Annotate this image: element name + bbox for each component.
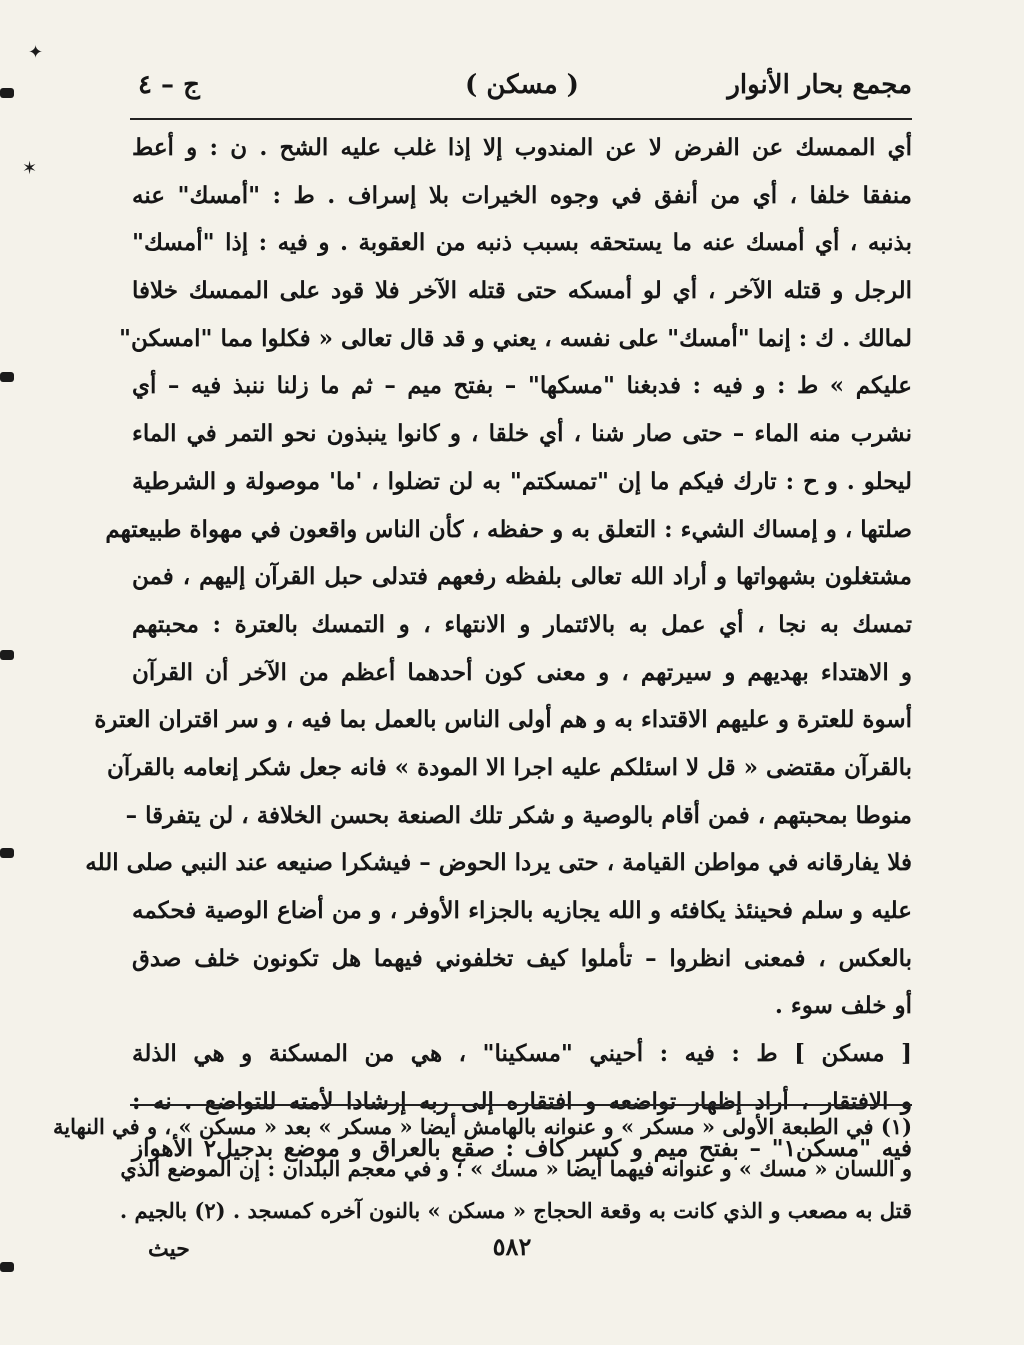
catchword: حيث	[148, 1236, 190, 1262]
margin-mark	[0, 650, 14, 660]
text-line: بالقرآن مقتضى « قل لا اسئلكم عليه اجرا الا المودة » فانه جعل شكر إنعامه بالقرآن	[106, 753, 912, 781]
book-title: مجمع بحار الأنوار	[727, 70, 912, 100]
text-line: ليحلو . و ح : تارك فيكم ما إن "تمسكتم" به لن تضلوا ، 'ما' موصولة و الشرطية	[132, 467, 912, 495]
text-line: أي الممسك عن الفرض لا عن المندوب إلا إذا غلب عليه الشح . ن : و أعط	[132, 134, 912, 161]
running-header	[132, 62, 912, 112]
text-line: عليكم » ط : و فيه : فدبغنا "مسكها" – بفتح ميم – ثم ما زلنا ننبذ فيه – أي	[132, 372, 912, 400]
page-number: ٥٨٢	[492, 1232, 532, 1261]
margin-mark: ✦	[28, 42, 44, 63]
footnote-line: (١) في الطبعة الأولى « مسكر » و عنوانه بالهامش أيضا « مسكر » بعد « مسكن » ، و في النهاية	[53, 1114, 912, 1139]
text-line: بالعكس ، فمعنى انظروا – تأملوا كيف تخلفوني فيهما هل تكونون خلف صدق	[132, 944, 912, 972]
volume-number: ج – ٤	[138, 70, 200, 100]
entry-keyword: ( مسكن )	[465, 70, 579, 100]
main-text	[53, 124, 912, 1173]
text-line: أو خلف سوء .	[774, 992, 912, 1020]
margin-mark	[0, 372, 14, 382]
text-line: لمالك . ك : إنما "أمسك" على نفسه ، يعني و قد قال تعالى « فكلوا مما "امسكن"	[119, 324, 912, 352]
footnote-line: قتل به مصعب و الذي كانت به وقعة الحجاج « مسكن » بالنون آخره كمسجد . (٢) بالجيم .	[119, 1198, 912, 1223]
text-line: فيه "مسكن١" – بفتح ميم و كسر كاف : صقع بالعراق و موضع بدجيل٢ الأهواز	[132, 1135, 912, 1163]
text-line: و الافتقار ، أراد إظهار تواضعه و افتقاره إلى ربه إرشادا لأمته للتواضع . نه :	[132, 1087, 912, 1115]
text-line: تمسك به نجا ، أي عمل به بالائتمار و الانتهاء ، و التمسك بالعترة : محبتهم	[132, 610, 912, 638]
margin-mark	[0, 848, 14, 858]
text-line: الرجل و قتله الآخر ، أي لو أمسكه حتى قتله الآخر فلا قود على الممسك خلافا	[132, 277, 912, 305]
text-line: نشرب منه الماء – حتى صار شنا ، أي خلقا ، و كانوا ينبذون نحو التمر في الماء	[132, 420, 912, 448]
text-line: عليه و سلم فحينئذ يكافئه و الله يجازيه بالجزاء الأوفر ، و من أضاع الوصية فحكمه	[132, 897, 912, 924]
text-line: منوطا بمحبتهم ، فمن أقام بالوصية و شكر تلك الصنعة بحسن الخلافة ، لن يتفرقا –	[125, 801, 912, 829]
margin-mark	[0, 88, 14, 98]
margin-mark	[0, 1262, 14, 1272]
text-line: صلتها ، و إمساك الشيء : التعلق به و حفظه ، كأن الناس واقعون في مهواة طبيعتهم	[105, 515, 912, 543]
text-line: أسوة للعترة و عليهم الاقتداء به و هم أولى الناس بالعمل بما فيه ، و سر اقتران العترة	[94, 706, 912, 734]
text-line: منفقا خلفا ، أي من أنفق في وجوه الخيرات بلا إسراف . ط : "أمسك" عنه	[132, 181, 912, 209]
text-line: مشتغلون بشهواتها و أراد الله تعالى بلفظه رفعهم فتدلى حبل القرآن إليهم ، فمن	[132, 563, 912, 591]
entry-heading-line: [ مسكن ] ط : فيه : أحيني "مسكينا" ، هي من المسكنة و هي الذلة	[132, 1040, 912, 1068]
header-rule	[130, 118, 912, 120]
text-line: فلا يفارقانه في مواطن القيامة ، حتى يردا الحوض – فيشكرا صنيعه عند النبي صلى الله	[85, 849, 912, 877]
margin-mark: ✶	[22, 158, 38, 179]
footnotes	[53, 1106, 912, 1232]
text-line: و الاهتداء بهديهم و سيرتهم ، و معنى كون أحدهما أعظم من الآخر أن القرآن	[132, 658, 912, 686]
footnote-line: و اللسان « مسك » و عنوانه فيهما أيضا « مسك » ؛ و في معجم البلدان : إن الموضع الذي	[120, 1156, 912, 1181]
text-line: بذنبه ، أي أمسك عنه ما يستحقه بسبب ذنبه من العقوبة . و فيه : إذا "أمسك"	[132, 229, 912, 257]
